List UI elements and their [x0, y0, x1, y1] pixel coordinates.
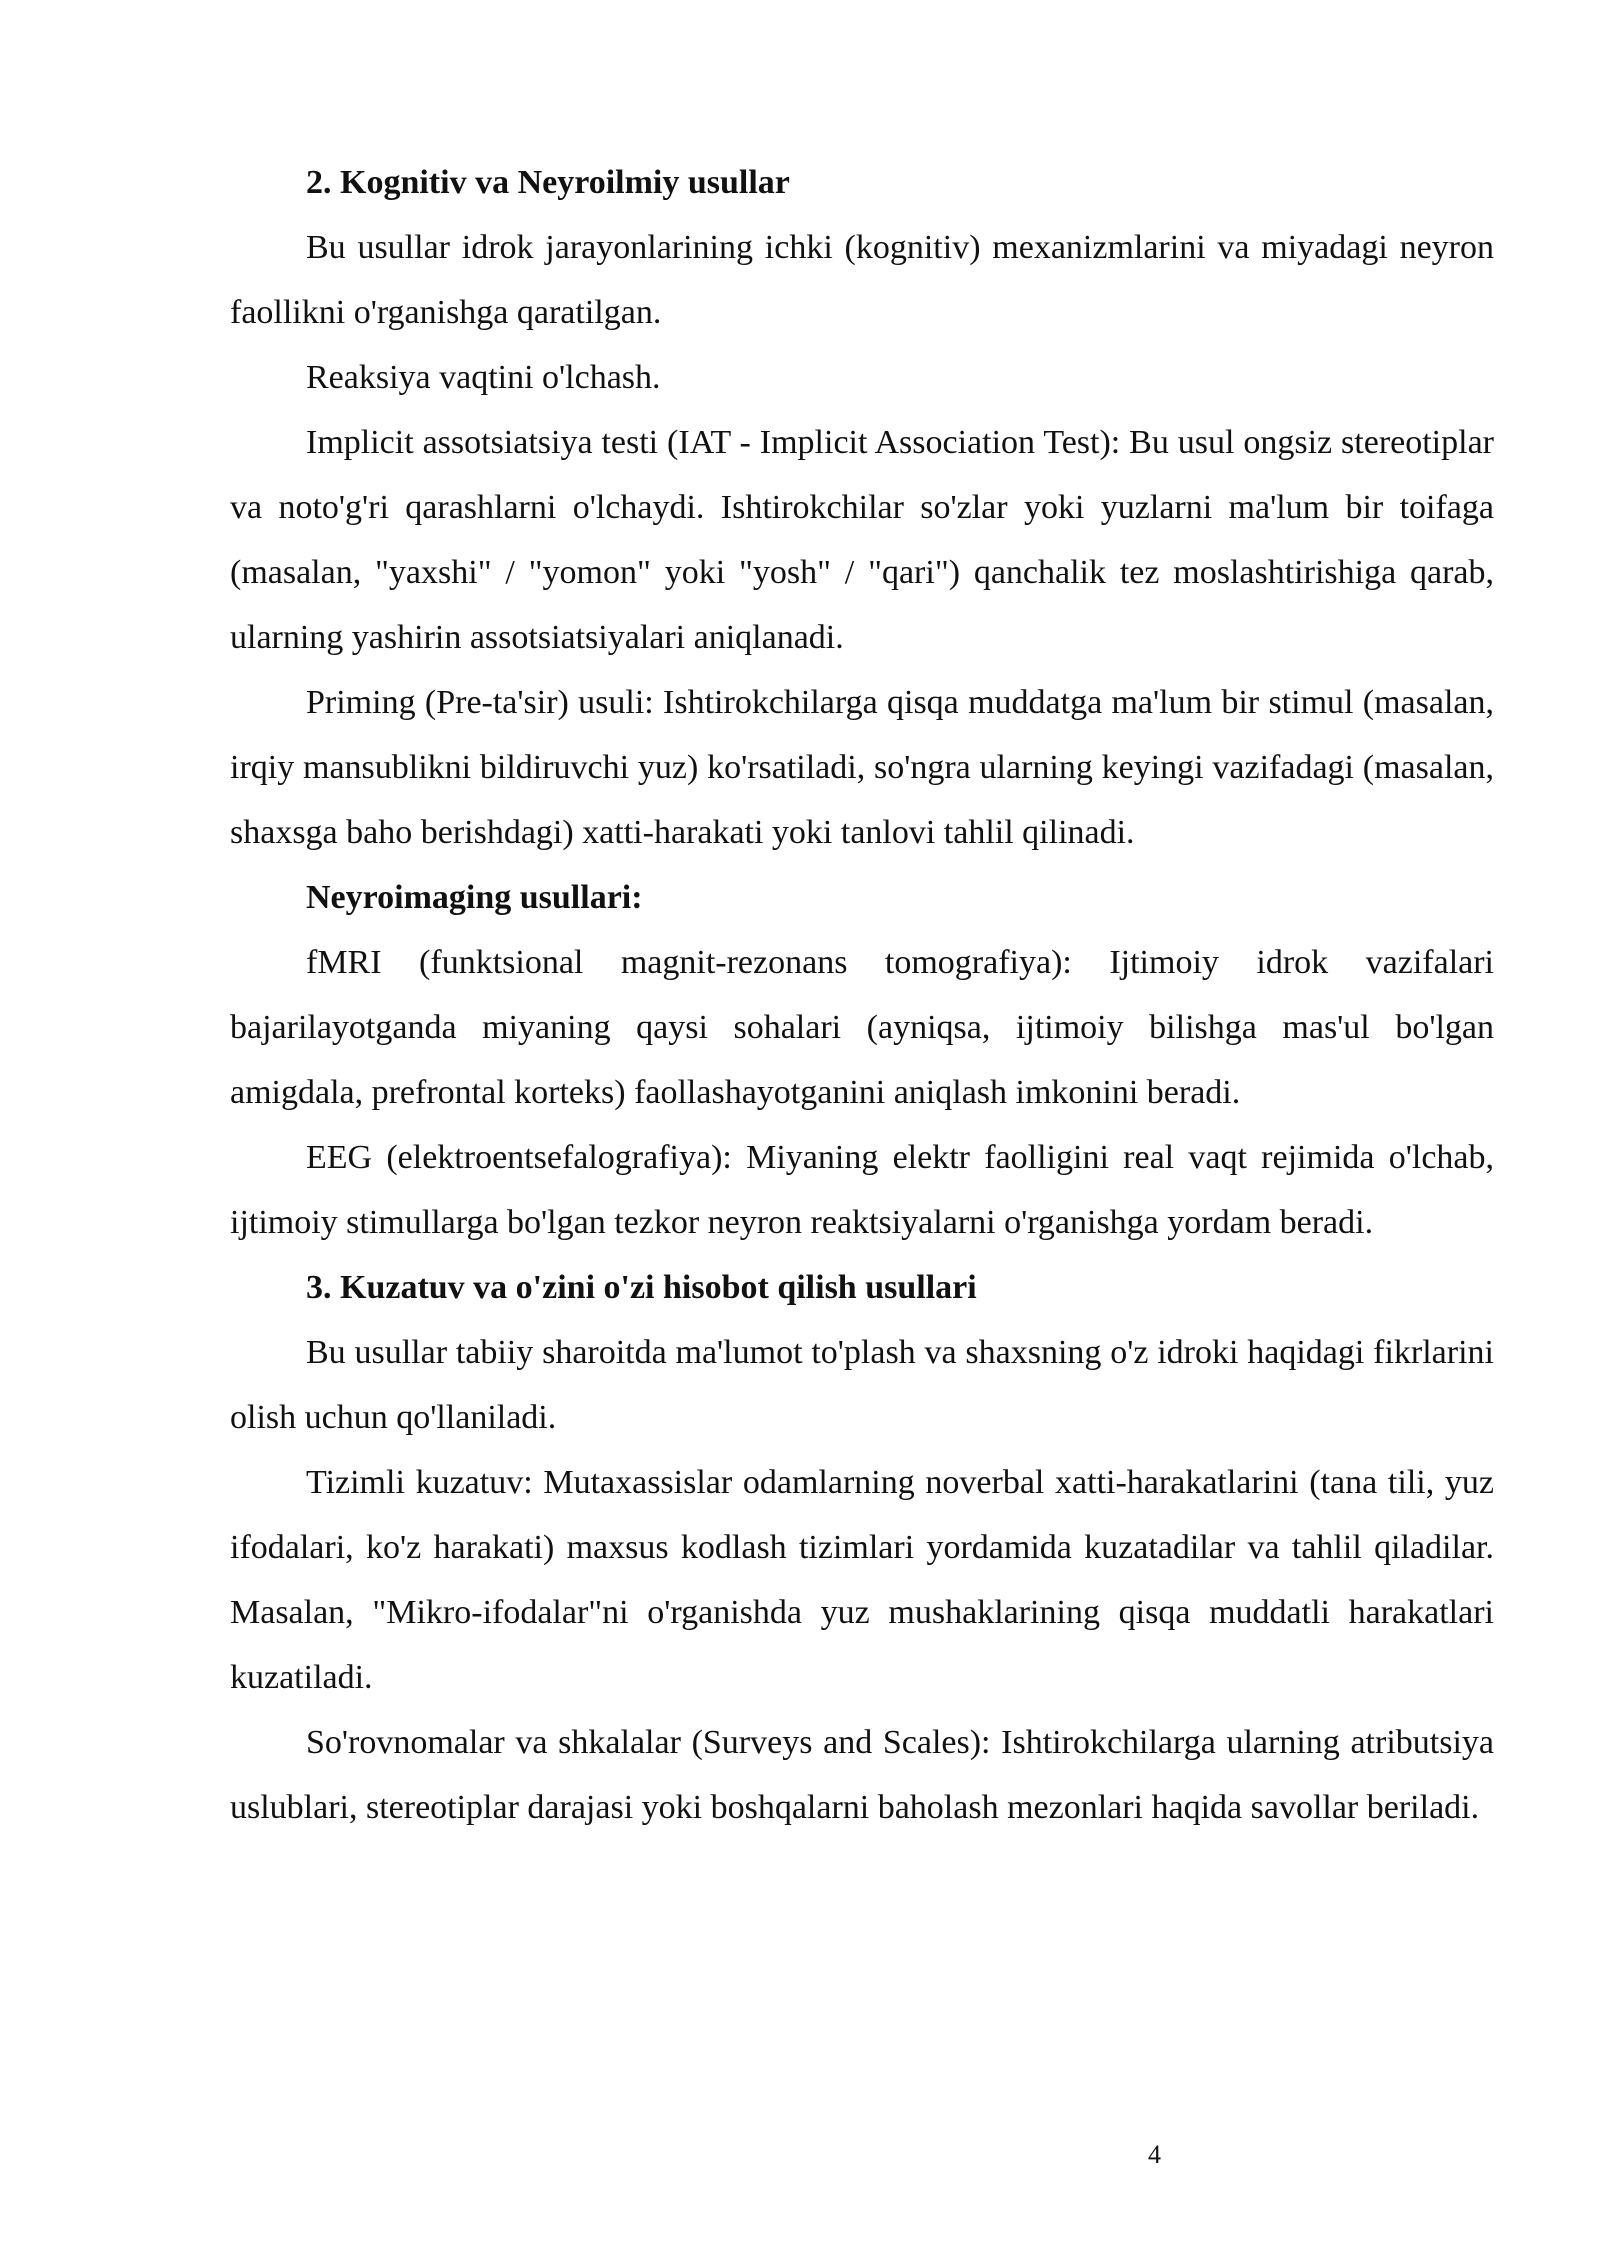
section-heading-observation-methods: 3. Kuzatuv va o'zini o'zi hisobot qilish usullari: [306, 1269, 977, 1306]
paragraph-fmri: fMRI (funktsional magnit-rezonans tomografiya): Ijtimoiy idrok vazifalari bajarilayotganda miyaning qaysi sohalari (ayniqsa, ijtimoiy bilishga mas'ul bo'lgan amigdala, prefrontal korteks) faollashayotganini aniqlash imkonini beradi.: [230, 944, 1494, 1111]
paragraph-surveys-scales: So'rovnomalar va shkalalar (Surveys and Scales): Ishtirokchilarga ularning atributsiya uslublari, stereotiplar darajasi yoki boshqalarni baholash mezonlari haqida savollar beriladi.: [230, 1724, 1494, 1826]
paragraph-eeg: EEG (elektroentsefalografiya): Miyaning elektr faolligini real vaqt rejimida o'lchab, ijtimoiy stimullarga bo'lgan tezkor neyron reaktsiyalarni o'rganishga yordam beradi.: [230, 1139, 1494, 1241]
document-page: [230, 150, 1494, 1840]
page-number: 4: [1148, 2140, 1161, 2169]
paragraph-iat: Implicit assotsiatsiya testi (IAT - Implicit Association Test): Bu usul ongsiz stereotiplar va noto'g'ri qarashlarni o'lchaydi. Ishtirokchilar so'zlar yoki yuzlarni ma'lum bir toifaga (masalan, "yaxshi" / "yomon" yoki "yosh" / "qari") qanchalik tez moslashtirishiga qarab, ularning yashirin assotsiatsiyalari aniqlanadi.: [230, 424, 1494, 656]
section-heading-neuroimaging: Neyroimaging usullari:: [306, 879, 643, 916]
paragraph-priming: Priming (Pre-ta'sir) usuli: Ishtirokchilarga qisqa muddatga ma'lum bir stimul (masalan, irqiy mansublikni bildiruvchi yuz) ko'rsatiladi, so'ngra ularning keyingi vazifadagi (masalan, shaxsga baho berishdagi) xatti-harakati yoki tanlovi tahlil qilinadi.: [230, 684, 1494, 851]
paragraph-observation-intro: Bu usullar tabiiy sharoitda ma'lumot to'plash va shaxsning o'z idroki haqidagi fikrlarini olish uchun qo'llaniladi.: [230, 1334, 1494, 1436]
paragraph-systematic-observation: Tizimli kuzatuv: Mutaxassislar odamlarning noverbal xatti-harakatlarini (tana tili, yuz ifodalari, ko'z harakati) maxsus kodlash tizimlari yordamida kuzatadilar va tahlil qiladilar. Masalan, "Mikro-ifodalar"ni o'rganishda yuz mushaklarining qisqa muddatli harakatlari kuzatiladi.: [230, 1464, 1494, 1696]
paragraph-cognitive-intro: Bu usullar idrok jarayonlarining ichki (kognitiv) mexanizmlarini va miyadagi neyron faollikni o'rganishga qaratilgan.: [230, 229, 1494, 331]
section-heading-cognitive-methods: 2. Kognitiv va Neyroilmiy usullar: [306, 164, 790, 201]
paragraph-reaction-time: Reaksiya vaqtini o'lchash.: [306, 359, 661, 396]
